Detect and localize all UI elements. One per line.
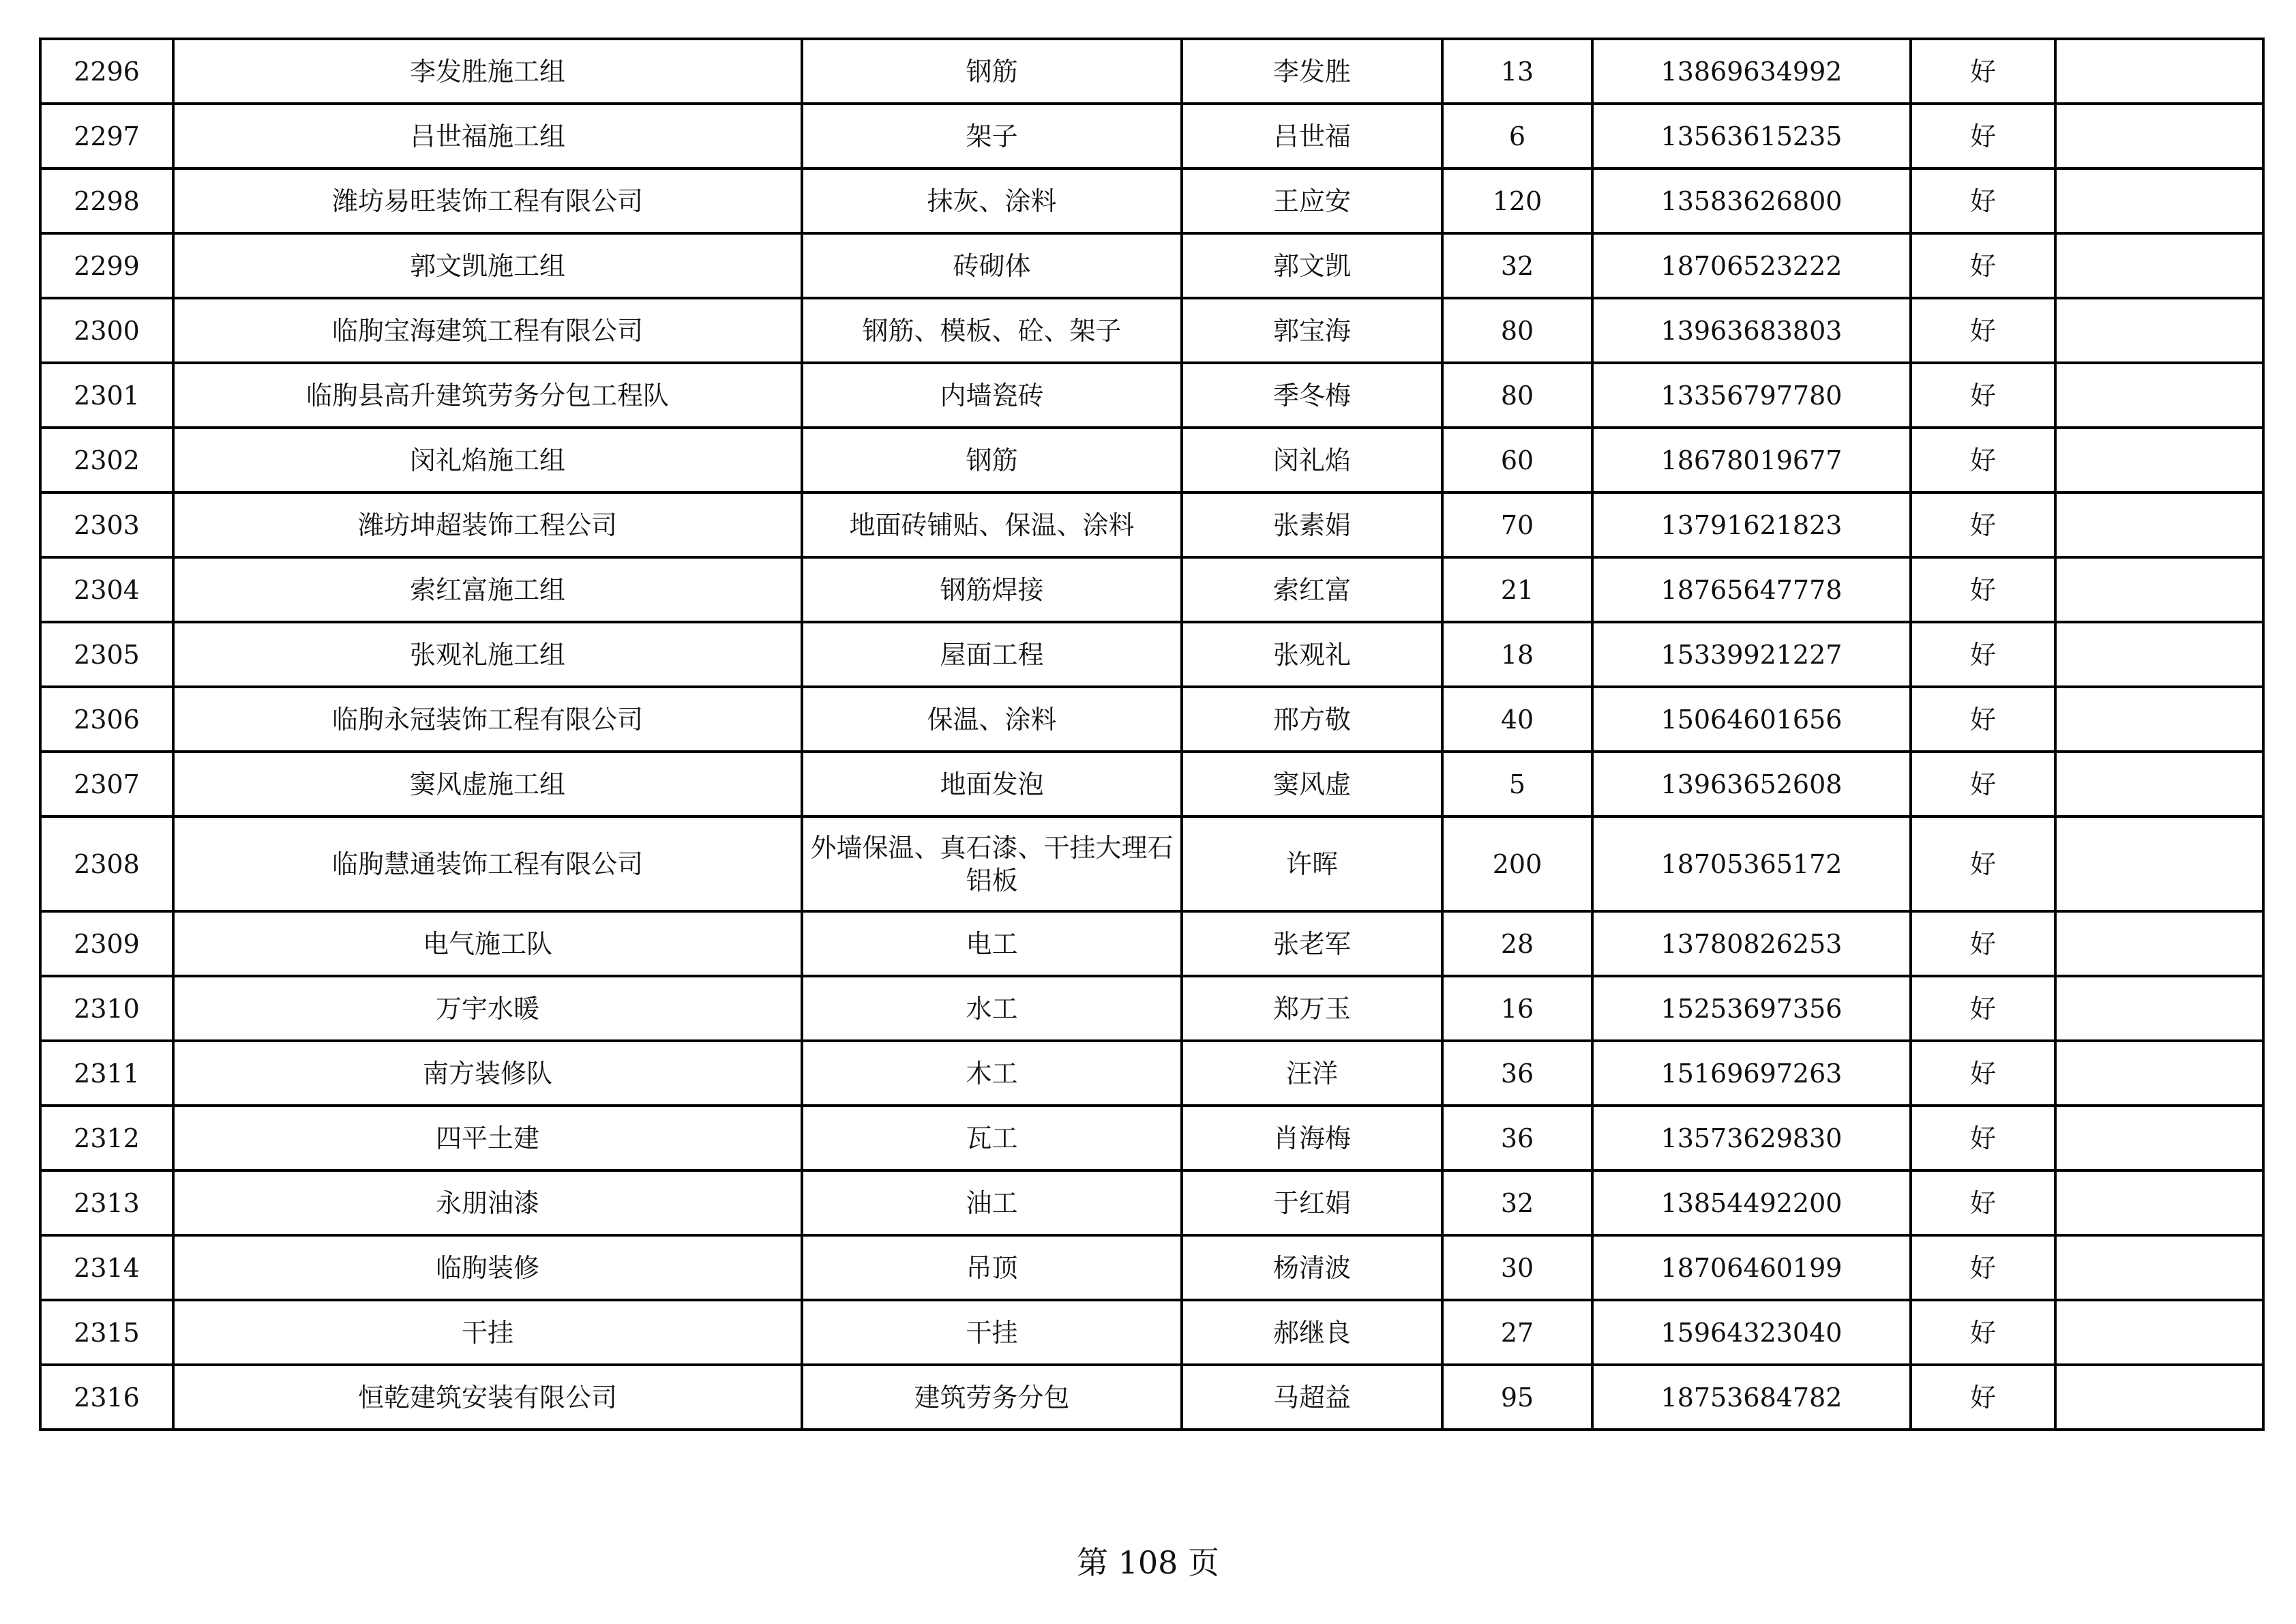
worker-count-cell: 5 — [1442, 752, 1592, 816]
work-type-cell: 干挂 — [802, 1300, 1182, 1365]
table-row — [40, 687, 2263, 752]
company-name-cell: 潍坊易旺装饰工程有限公司 — [173, 168, 802, 233]
phone-number-cell: 13791621823 — [1592, 492, 1911, 557]
row-number-cell: 2300 — [40, 298, 173, 363]
contact-person-cell: 索红富 — [1182, 557, 1442, 622]
worker-count-cell: 27 — [1442, 1300, 1592, 1365]
remark-cell — [2055, 39, 2263, 104]
worker-count-cell: 80 — [1442, 363, 1592, 428]
remark-cell — [2055, 168, 2263, 233]
phone-number-cell: 15339921227 — [1592, 622, 1911, 687]
row-number-cell: 2315 — [40, 1300, 173, 1365]
contact-person-cell: 马超益 — [1182, 1365, 1442, 1430]
work-type-cell: 吊顶 — [802, 1235, 1182, 1300]
rating-cell: 好 — [1911, 233, 2055, 298]
rating-cell: 好 — [1911, 752, 2055, 816]
rating-cell: 好 — [1911, 622, 2055, 687]
work-type-cell: 地面发泡 — [802, 752, 1182, 816]
phone-number-cell: 18706523222 — [1592, 233, 1911, 298]
worker-count-cell: 28 — [1442, 911, 1592, 976]
company-name-cell: 永朋油漆 — [173, 1170, 802, 1235]
worker-count-cell: 36 — [1442, 1041, 1592, 1106]
contact-person-cell: 窦风虚 — [1182, 752, 1442, 816]
row-number-cell: 2303 — [40, 492, 173, 557]
remark-cell — [2055, 976, 2263, 1041]
rating-cell: 好 — [1911, 428, 2055, 492]
company-name-cell: 吕世福施工组 — [173, 104, 802, 168]
row-number-cell: 2304 — [40, 557, 173, 622]
remark-cell — [2055, 233, 2263, 298]
rating-cell: 好 — [1911, 557, 2055, 622]
work-type-cell: 屋面工程 — [802, 622, 1182, 687]
table-body — [40, 39, 2263, 1430]
work-type-cell: 外墙保温、真石漆、干挂大理石铝板 — [802, 816, 1182, 911]
phone-number-cell: 18765647778 — [1592, 557, 1911, 622]
row-number-cell: 2307 — [40, 752, 173, 816]
phone-number-cell: 13356797780 — [1592, 363, 1911, 428]
phone-number-cell: 13963683803 — [1592, 298, 1911, 363]
remark-cell — [2055, 298, 2263, 363]
phone-number-cell: 18753684782 — [1592, 1365, 1911, 1430]
table-row — [40, 622, 2263, 687]
phone-number-cell: 15964323040 — [1592, 1300, 1911, 1365]
table-row — [40, 1041, 2263, 1106]
work-type-cell: 油工 — [802, 1170, 1182, 1235]
row-number-cell: 2312 — [40, 1106, 173, 1170]
work-type-cell: 钢筋 — [802, 428, 1182, 492]
contact-person-cell: 于红娟 — [1182, 1170, 1442, 1235]
remark-cell — [2055, 1106, 2263, 1170]
table-row — [40, 1235, 2263, 1300]
rating-cell: 好 — [1911, 363, 2055, 428]
work-type-cell: 钢筋、模板、砼、架子 — [802, 298, 1182, 363]
remark-cell — [2055, 104, 2263, 168]
rating-cell: 好 — [1911, 168, 2055, 233]
work-type-cell: 钢筋 — [802, 39, 1182, 104]
worker-count-cell: 120 — [1442, 168, 1592, 233]
table-row — [40, 233, 2263, 298]
phone-number-cell: 13573629830 — [1592, 1106, 1911, 1170]
work-type-cell: 抹灰、涂料 — [802, 168, 1182, 233]
company-name-cell: 临朐慧通装饰工程有限公司 — [173, 816, 802, 911]
company-name-cell: 李发胜施工组 — [173, 39, 802, 104]
worker-count-cell: 21 — [1442, 557, 1592, 622]
table-row — [40, 752, 2263, 816]
work-type-cell: 钢筋焊接 — [802, 557, 1182, 622]
remark-cell — [2055, 557, 2263, 622]
table-row — [40, 363, 2263, 428]
contact-person-cell: 闵礼焰 — [1182, 428, 1442, 492]
company-name-cell: 南方装修队 — [173, 1041, 802, 1106]
worker-count-cell: 95 — [1442, 1365, 1592, 1430]
row-number-cell: 2311 — [40, 1041, 173, 1106]
worker-count-cell: 30 — [1442, 1235, 1592, 1300]
contact-person-cell: 李发胜 — [1182, 39, 1442, 104]
remark-cell — [2055, 1235, 2263, 1300]
contact-person-cell: 杨清波 — [1182, 1235, 1442, 1300]
rating-cell: 好 — [1911, 911, 2055, 976]
row-number-cell: 2306 — [40, 687, 173, 752]
contact-person-cell: 张素娟 — [1182, 492, 1442, 557]
remark-cell — [2055, 1170, 2263, 1235]
row-number-cell: 2309 — [40, 911, 173, 976]
remark-cell — [2055, 1041, 2263, 1106]
company-name-cell: 闵礼焰施工组 — [173, 428, 802, 492]
remark-cell — [2055, 1300, 2263, 1365]
remark-cell — [2055, 911, 2263, 976]
worker-count-cell: 32 — [1442, 1170, 1592, 1235]
company-name-cell: 张观礼施工组 — [173, 622, 802, 687]
rating-cell: 好 — [1911, 1041, 2055, 1106]
phone-number-cell: 18678019677 — [1592, 428, 1911, 492]
row-number-cell: 2301 — [40, 363, 173, 428]
company-name-cell: 潍坊坤超装饰工程公司 — [173, 492, 802, 557]
rating-cell: 好 — [1911, 1106, 2055, 1170]
company-name-cell: 临朐永冠装饰工程有限公司 — [173, 687, 802, 752]
contact-person-cell: 张观礼 — [1182, 622, 1442, 687]
company-name-cell: 干挂 — [173, 1300, 802, 1365]
phone-number-cell: 15253697356 — [1592, 976, 1911, 1041]
contact-person-cell: 汪洋 — [1182, 1041, 1442, 1106]
contact-person-cell: 郭宝海 — [1182, 298, 1442, 363]
contact-person-cell: 王应安 — [1182, 168, 1442, 233]
work-type-cell: 内墙瓷砖 — [802, 363, 1182, 428]
remark-cell — [2055, 428, 2263, 492]
table-row — [40, 1365, 2263, 1430]
remark-cell — [2055, 622, 2263, 687]
table-row — [40, 428, 2263, 492]
table-row — [40, 816, 2263, 911]
work-type-cell: 建筑劳务分包 — [802, 1365, 1182, 1430]
worker-count-cell: 70 — [1442, 492, 1592, 557]
remark-cell — [2055, 687, 2263, 752]
worker-count-cell: 60 — [1442, 428, 1592, 492]
contact-person-cell: 郝继良 — [1182, 1300, 1442, 1365]
remark-cell — [2055, 492, 2263, 557]
row-number-cell: 2313 — [40, 1170, 173, 1235]
phone-number-cell: 13963652608 — [1592, 752, 1911, 816]
table-row — [40, 1170, 2263, 1235]
contact-person-cell: 季冬梅 — [1182, 363, 1442, 428]
worker-count-cell: 80 — [1442, 298, 1592, 363]
work-type-cell: 架子 — [802, 104, 1182, 168]
worker-count-cell: 40 — [1442, 687, 1592, 752]
rating-cell: 好 — [1911, 1170, 2055, 1235]
company-name-cell: 郭文凯施工组 — [173, 233, 802, 298]
contact-person-cell: 许晖 — [1182, 816, 1442, 911]
phone-number-cell: 13869634992 — [1592, 39, 1911, 104]
company-name-cell: 临朐县高升建筑劳务分包工程队 — [173, 363, 802, 428]
contact-person-cell: 肖海梅 — [1182, 1106, 1442, 1170]
company-name-cell: 临朐宝海建筑工程有限公司 — [173, 298, 802, 363]
row-number-cell: 2298 — [40, 168, 173, 233]
row-number-cell: 2308 — [40, 816, 173, 911]
work-type-cell: 砖砌体 — [802, 233, 1182, 298]
rating-cell: 好 — [1911, 492, 2055, 557]
rating-cell: 好 — [1911, 816, 2055, 911]
contact-person-cell: 吕世福 — [1182, 104, 1442, 168]
company-name-cell: 恒乾建筑安装有限公司 — [173, 1365, 802, 1430]
table-row — [40, 104, 2263, 168]
worker-count-cell: 16 — [1442, 976, 1592, 1041]
contact-person-cell: 邢方敬 — [1182, 687, 1442, 752]
contact-person-cell: 郑万玉 — [1182, 976, 1442, 1041]
worker-count-cell: 13 — [1442, 39, 1592, 104]
work-type-cell: 瓦工 — [802, 1106, 1182, 1170]
contact-person-cell: 张老军 — [1182, 911, 1442, 976]
phone-number-cell: 15169697263 — [1592, 1041, 1911, 1106]
worker-count-cell: 200 — [1442, 816, 1592, 911]
worker-count-cell: 32 — [1442, 233, 1592, 298]
company-name-cell: 四平土建 — [173, 1106, 802, 1170]
phone-number-cell: 15064601656 — [1592, 687, 1911, 752]
phone-number-cell: 13563615235 — [1592, 104, 1911, 168]
row-number-cell: 2297 — [40, 104, 173, 168]
phone-number-cell: 13854492200 — [1592, 1170, 1911, 1235]
work-type-cell: 地面砖铺贴、保温、涂料 — [802, 492, 1182, 557]
table-row — [40, 168, 2263, 233]
work-type-cell: 保温、涂料 — [802, 687, 1182, 752]
row-number-cell: 2299 — [40, 233, 173, 298]
table-row — [40, 976, 2263, 1041]
table-row — [40, 39, 2263, 104]
rating-cell: 好 — [1911, 298, 2055, 363]
row-number-cell: 2316 — [40, 1365, 173, 1430]
table-row — [40, 1106, 2263, 1170]
work-type-cell: 木工 — [802, 1041, 1182, 1106]
worker-count-cell: 18 — [1442, 622, 1592, 687]
table-row — [40, 298, 2263, 363]
company-name-cell: 窦风虚施工组 — [173, 752, 802, 816]
rating-cell: 好 — [1911, 104, 2055, 168]
page-number: 第 108 页 — [1076, 1544, 1220, 1581]
rating-cell: 好 — [1911, 1235, 2055, 1300]
table-row — [40, 1300, 2263, 1365]
row-number-cell: 2314 — [40, 1235, 173, 1300]
table-row — [40, 557, 2263, 622]
remark-cell — [2055, 752, 2263, 816]
row-number-cell: 2310 — [40, 976, 173, 1041]
row-number-cell: 2305 — [40, 622, 173, 687]
contact-person-cell: 郭文凯 — [1182, 233, 1442, 298]
company-name-cell: 索红富施工组 — [173, 557, 802, 622]
table-row — [40, 911, 2263, 976]
phone-number-cell: 18705365172 — [1592, 816, 1911, 911]
phone-number-cell: 18706460199 — [1592, 1235, 1911, 1300]
work-type-cell: 电工 — [802, 911, 1182, 976]
company-name-cell: 临朐装修 — [173, 1235, 802, 1300]
company-name-cell: 万宇水暖 — [173, 976, 802, 1041]
work-type-cell: 水工 — [802, 976, 1182, 1041]
company-name-cell: 电气施工队 — [173, 911, 802, 976]
contractor-table — [39, 38, 2265, 1431]
remark-cell — [2055, 363, 2263, 428]
worker-count-cell: 6 — [1442, 104, 1592, 168]
row-number-cell: 2302 — [40, 428, 173, 492]
phone-number-cell: 13583626800 — [1592, 168, 1911, 233]
worker-count-cell: 36 — [1442, 1106, 1592, 1170]
remark-cell — [2055, 816, 2263, 911]
remark-cell — [2055, 1365, 2263, 1430]
table-row — [40, 492, 2263, 557]
row-number-cell: 2296 — [40, 39, 173, 104]
rating-cell: 好 — [1911, 39, 2055, 104]
phone-number-cell: 13780826253 — [1592, 911, 1911, 976]
rating-cell: 好 — [1911, 1365, 2055, 1430]
rating-cell: 好 — [1911, 687, 2055, 752]
rating-cell: 好 — [1911, 1300, 2055, 1365]
rating-cell: 好 — [1911, 976, 2055, 1041]
